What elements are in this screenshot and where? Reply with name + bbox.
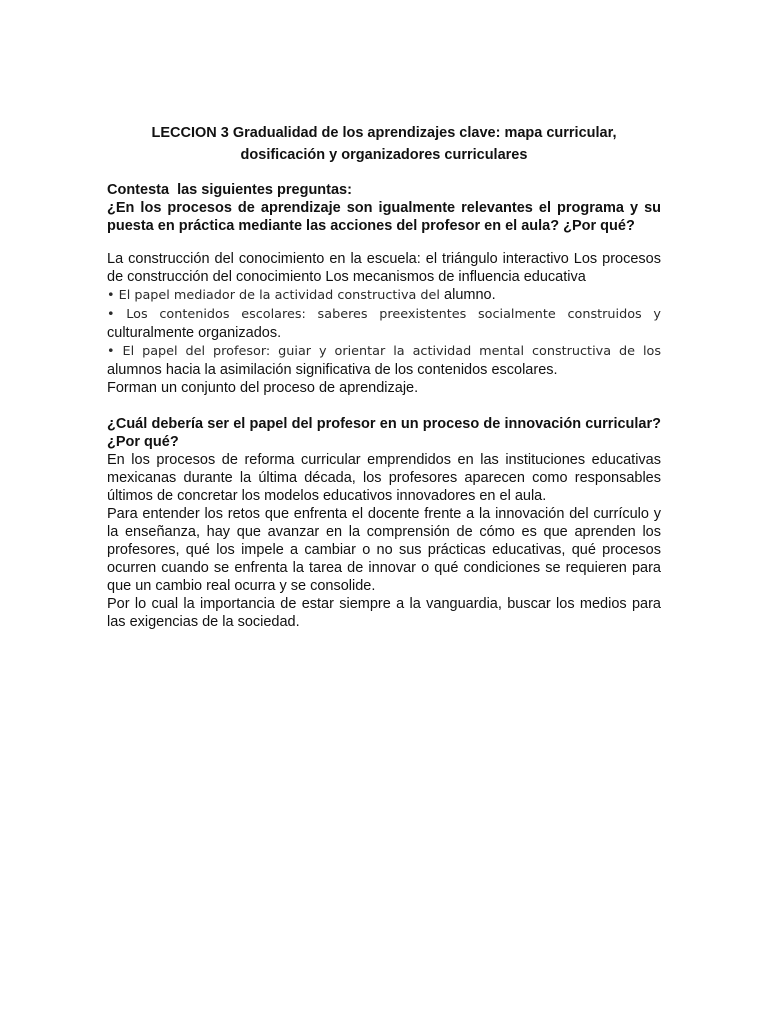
question-2: ¿Cuál debería ser el papel del profesor en un proceso de innovación curricular? ¿Por qué? [107, 416, 661, 450]
title-line-1: LECCION 3 Gradualidad de los aprendizajes clave: mapa curricular, [151, 125, 617, 141]
bullet-3-text: • El papel del profesor: guiar y orientar la actividad mental constructiva de los [107, 344, 661, 359]
title-line-2: dosificación y organizadores curriculares [240, 147, 528, 163]
spacer [107, 397, 661, 415]
answer-2-paragraph-1: En los procesos de reforma curricular emprendidos en las instituciones educativas mexicanas durante la última década, los profesores aparecen como responsables últimos de concretar los modelos educativos innovadores en el aula. [107, 452, 661, 504]
document-page [107, 122, 661, 631]
bullet-item-3 [107, 342, 661, 379]
instructions-heading: Contesta las siguientes preguntas: [107, 182, 352, 198]
bullet-2-text: • Los contenidos escolares: saberes preexistentes socialmente construidos y [107, 307, 661, 322]
bullet-1-text: • El papel mediador de la actividad constructiva del [107, 288, 440, 303]
bullet-3-rest: alumnos hacia la asimilación significativa de los contenidos escolares. [107, 362, 558, 378]
answer-1-intro: La construcción del conocimiento en la escuela: el triángulo interactivo Los procesos de construcción del conocimiento Los mecanismos de influencia educativa [107, 251, 661, 285]
answer-1-close: Forman un conjunto del proceso de aprendizaje. [107, 380, 419, 396]
bullet-item-2 [107, 305, 661, 342]
bullet-item-1 [107, 286, 661, 305]
question-1: ¿En los procesos de aprendizaje son igualmente relevantes el programa y su puesta en práctica mediante las acciones del profesor en el aula? ¿Por qué? [107, 200, 661, 234]
bullet-1-rest: alumno. [440, 287, 496, 303]
answer-2-paragraph-3: Por lo cual la importancia de estar siempre a la vanguardia, buscar los medios para las exigencias de la sociedad. [107, 596, 661, 630]
document-title [107, 122, 661, 166]
bullet-2-rest: culturalmente organizados. [107, 325, 282, 341]
spacer [107, 235, 661, 250]
answer-2-paragraph-2: Para entender los retos que enfrenta el docente frente a la innovación del currículo y la enseñanza, hay que avanzar en la comprensión de cómo es que aprenden los profesores, qué los impele a cambiar o no sus prácticas educativas, qué procesos ocurren cuando se enfrenta la tarea de innovar o qué condiciones se requieren para que un cambio real ocurra y se consolide. [107, 506, 661, 594]
